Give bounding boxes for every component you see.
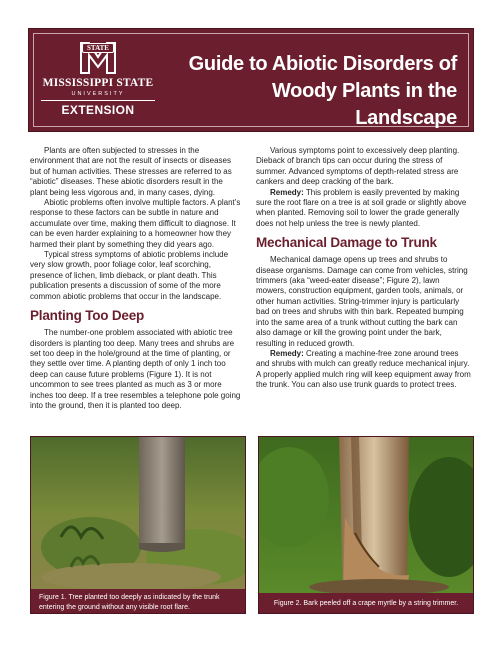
intro-paragraph-3: Typical stress symptoms of abiotic problems include very slow growth, poor foliage color, leaf scorching, presence of lichen, limb dieback, or plant death. This publication presents a discussion of some of the more common abiotic problems that occur in the landscape.: [30, 250, 229, 301]
title-line-1: Guide to Abiotic Disorders of: [188, 53, 457, 75]
section-heading-mechanical-damage: Mechanical Damage to Trunk: [256, 235, 437, 251]
right-column: [256, 146, 472, 391]
logo-divider: [41, 100, 155, 101]
figure-2: [258, 436, 474, 614]
figure-2-photo: [259, 437, 474, 593]
logo-university-name: MISSISSIPPI STATE: [42, 77, 154, 89]
logo-state-badge: STATE: [82, 43, 114, 53]
left-column: [30, 146, 242, 411]
logo-university-subtitle: UNIVERSITY: [71, 91, 125, 97]
planting-too-deep-paragraph-2: Various symptoms point to excessively deep planting. Dieback of branch tips can occur during the stress of summer. Advanced symptoms of depth-related stress are cankers and deep cracking of the bark.: [256, 146, 460, 187]
figure-1-photo: [31, 437, 246, 589]
page-title: [169, 51, 465, 132]
figure-2-caption: Figure 2. Bark peeled off a crape myrtle by a string trimmer.: [273, 600, 459, 607]
figure-1: [30, 436, 246, 614]
remedy-label-2: Remedy:: [270, 348, 304, 358]
planting-too-deep-paragraph-1: The number-one problem associated with abiotic tree disorders is planting too deep. Many trees and shrubs are set too deep in the hole/ground at the time of planting, or they settle over time. A planting depth of only 1 inch too deep can cause future problems (Figure 1). It is not uncommon to see trees planted as much as 3 or more inches too deep. If a tree resembles a telephone pole going into the ground, then it is planted too deep.: [30, 328, 241, 410]
remedy-text-1: This problem is easily prevented by making sure the root flare on a tree is at soil grade or slightly above when planted. Removing soil to lower the grade generally does not help unless the tree is newly planted.: [256, 187, 467, 228]
mechanical-damage-paragraph-1: Mechanical damage opens up trees and shrubs to disease organisms. Damage can come from vehicles, string trimmers (aka “weed-eater disease”; Figure 2), lawn mowers, construction equipment, garden tools, animals, or other human activities. String-trimmer injury is particularly bad on trees and shrubs with thin bark. Repeated bumping into the same area of a trunk without cutting the bark can also damage or kill the growing point under the bark, resulting in reduced growth.: [256, 255, 468, 348]
header-banner: [28, 28, 474, 132]
logo-extension: EXTENSION: [61, 103, 135, 117]
remedy-paragraph-2: [256, 349, 472, 391]
intro-paragraph-1: Plants are often subjected to stresses in the environment that are not the result of insects or diseases but of human activities. These stresses are referred to as “abiotic” diseases. These abiotic disorders result in the plant being less vigorous and, in many cases, dying.: [30, 146, 232, 197]
msu-extension-logo: [39, 39, 157, 123]
remedy-paragraph-1: [256, 188, 472, 230]
remedy-text-2: Creating a machine-free zone around trees and shrubs with mulch can greatly reduce mechanical injury. A properly applied mulch ring will keep equipment away from the trunk. You can also use trunk guards to protect trees.: [256, 348, 471, 390]
section-heading-planting-too-deep: Planting Too Deep: [30, 308, 145, 324]
remedy-label-1: Remedy:: [270, 187, 304, 197]
figure-1-caption: Figure 1. Tree planted too deeply as indicated by the trunk entering the ground without any visible root flare.: [39, 594, 220, 611]
intro-paragraph-2: Abiotic problems often involve multiple factors. A plant’s response to these factors can be subtle in nature and accumulate over time, making them difficult to diagnose. It can be even harder explaining to a homeowner how they harmed their plant by something they did years ago.: [30, 198, 241, 249]
title-line-2: Woody Plants in the Landscape: [271, 80, 457, 129]
